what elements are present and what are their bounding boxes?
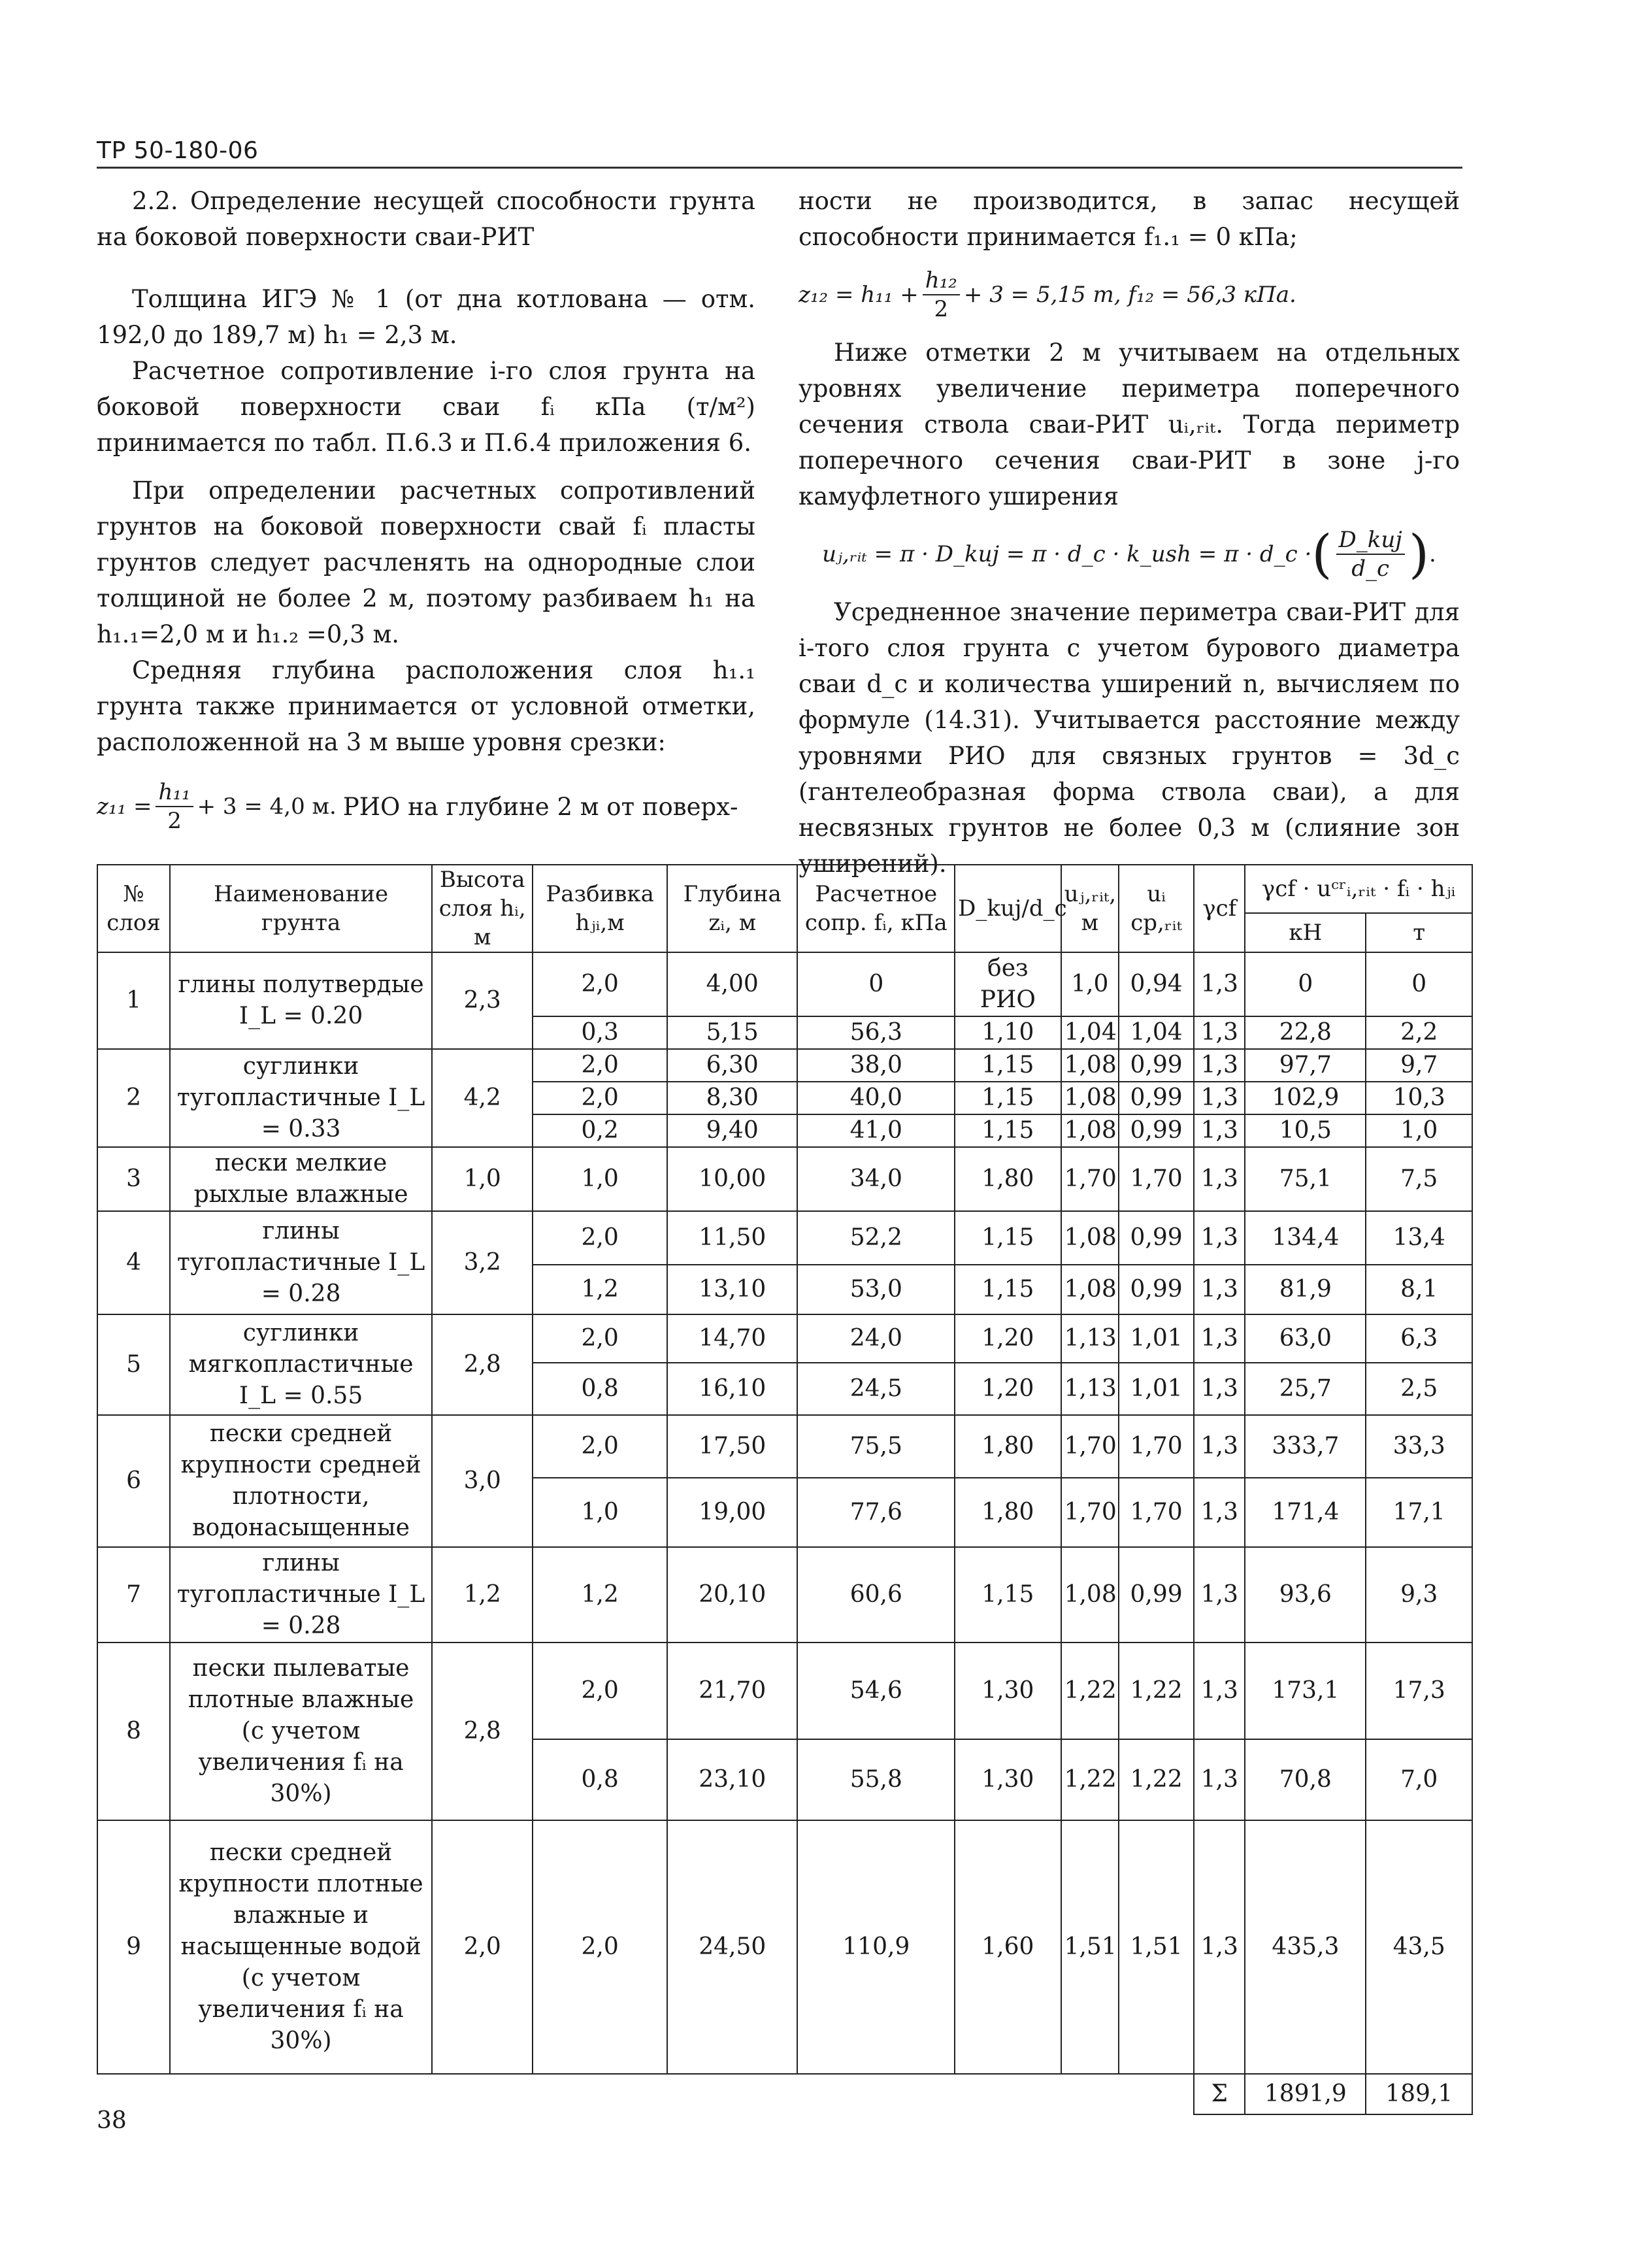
cell-t: 0 — [1366, 952, 1472, 1016]
cell-uj: 1,22 — [1061, 1643, 1119, 1739]
cell-dk-ratio: 1,15 — [955, 1265, 1061, 1314]
cell-split: 2,0 — [533, 1211, 667, 1265]
cell-uj: 1,22 — [1061, 1739, 1119, 1820]
cell-resistance: 53,0 — [797, 1265, 955, 1314]
header-ucp: uᵢ cp,ᵣᵢₜ — [1119, 865, 1194, 952]
cell-kn: 134,4 — [1245, 1211, 1366, 1265]
cell-resistance: 56,3 — [797, 1016, 955, 1049]
paragraph: Толщина ИГЭ № 1 (от дна котлована — отм. 192,0 до 189,7 м) h₁ = 2,3 м. — [97, 285, 755, 349]
cell-depth: 19,00 — [667, 1478, 797, 1547]
sum-spacer — [97, 2074, 1194, 2114]
header-resistance: Расчетное сопр. fᵢ, кПа — [797, 865, 955, 952]
fraction-denominator: 2 — [167, 808, 182, 834]
formula-rhs: + 3 = 4,0 м. — [197, 793, 337, 820]
cell-depth: 13,10 — [667, 1265, 797, 1314]
cell-depth: 20,10 — [667, 1547, 797, 1643]
cell-depth: 14,70 — [667, 1314, 797, 1363]
cell-depth: 4,00 — [667, 952, 797, 1016]
header-product: γcf · uᶜʳᵢ,ᵣᵢₜ · fᵢ · hⱼᵢ — [1245, 865, 1472, 913]
cell-kn: 10,5 — [1245, 1114, 1366, 1147]
cell-kn: 97,7 — [1245, 1049, 1366, 1082]
cell-depth: 11,50 — [667, 1211, 797, 1265]
cell-resistance: 77,6 — [797, 1478, 955, 1547]
cell-split: 2,0 — [533, 1314, 667, 1363]
formula-tail-text: РИО на глубине 2 м от поверх- — [342, 792, 738, 821]
cell-kn: 75,1 — [1245, 1147, 1366, 1211]
cell-soil-name: пески средней крупности плотные влажные и насыщенные водой (с учетом увеличения fᵢ на 30%) — [170, 1820, 432, 2074]
cell-t: 8,1 — [1366, 1265, 1472, 1314]
cell-ucp: 0,99 — [1119, 1114, 1194, 1147]
cell-gamma: 1,3 — [1194, 1547, 1245, 1643]
cell-uj: 1,08 — [1061, 1082, 1119, 1114]
cell-kn: 173,1 — [1245, 1643, 1366, 1739]
formula-rhs: + 3 = 5,15 m, f₁₂ = 56,3 кПа. — [963, 281, 1296, 308]
header-gamma: γcf — [1194, 865, 1245, 952]
cell-depth: 17,50 — [667, 1415, 797, 1478]
cell-t: 43,5 — [1366, 1820, 1472, 2074]
cell-layer-number: 2 — [97, 1049, 170, 1147]
cell-layer-height: 2,3 — [432, 952, 533, 1049]
sum-t: 189,1 — [1366, 2074, 1472, 2114]
cell-t: 9,7 — [1366, 1049, 1472, 1082]
cell-kn: 102,9 — [1245, 1082, 1366, 1114]
cell-gamma: 1,3 — [1194, 1049, 1245, 1082]
left-paren-glyph: ( — [1311, 524, 1332, 584]
cell-dk-ratio: 1,80 — [955, 1478, 1061, 1547]
page-number: 38 — [97, 2107, 127, 2134]
cell-dk-ratio: 1,15 — [955, 1114, 1061, 1147]
cell-kn: 25,7 — [1245, 1363, 1366, 1415]
cell-gamma: 1,3 — [1194, 1739, 1245, 1820]
cell-t: 7,5 — [1366, 1147, 1472, 1211]
cell-uj: 1,51 — [1061, 1820, 1119, 2074]
paragraph: Ниже отметки 2 м учитываем на отдельных уровнях увеличение периметра поперечного сечения ствола сваи-РИТ uᵢ,ᵣᵢₜ. Тогда периметр поперечного сечения сваи-РИТ в зоне j-го камуфлетного уширения — [799, 339, 1460, 510]
cell-dk-ratio: 1,15 — [955, 1211, 1061, 1265]
cell-gamma: 1,3 — [1194, 1147, 1245, 1211]
cell-uj: 1,70 — [1061, 1478, 1119, 1547]
cell-uj: 1,0 — [1061, 952, 1119, 1016]
table-row — [97, 1547, 1472, 1643]
cell-gamma: 1,3 — [1194, 1016, 1245, 1049]
cell-layer-number: 9 — [97, 1820, 170, 2074]
cell-gamma: 1,3 — [1194, 1265, 1245, 1314]
cell-layer-height: 3,0 — [432, 1415, 533, 1547]
cell-t: 2,5 — [1366, 1363, 1472, 1415]
cell-gamma: 1,3 — [1194, 1478, 1245, 1547]
cell-ucp: 1,70 — [1119, 1415, 1194, 1478]
cell-ucp: 0,99 — [1119, 1082, 1194, 1114]
cell-dk-ratio: 1,15 — [955, 1547, 1061, 1643]
cell-resistance: 41,0 — [797, 1114, 955, 1147]
cell-uj: 1,08 — [1061, 1547, 1119, 1643]
cell-gamma: 1,3 — [1194, 1082, 1245, 1114]
table-row — [97, 1211, 1472, 1265]
header-dk-ratio: D_kuj/d_c — [955, 865, 1061, 952]
cell-t: 2,2 — [1366, 1016, 1472, 1049]
cell-uj: 1,08 — [1061, 1211, 1119, 1265]
header-rule — [97, 167, 1462, 169]
cell-ucp: 0,99 — [1119, 1049, 1194, 1082]
cell-dk-ratio: 1,30 — [955, 1643, 1061, 1739]
cell-split: 2,0 — [533, 1643, 667, 1739]
cell-t: 7,0 — [1366, 1739, 1472, 1820]
cell-depth: 24,50 — [667, 1820, 797, 2074]
cell-kn: 81,9 — [1245, 1265, 1366, 1314]
cell-kn: 0 — [1245, 952, 1366, 1016]
cell-ucp: 1,22 — [1119, 1643, 1194, 1739]
cell-layer-height: 2,8 — [432, 1314, 533, 1415]
header-depth: Глубина zᵢ, м — [667, 865, 797, 952]
right-paren-glyph: ) — [1408, 524, 1430, 584]
cell-depth: 23,10 — [667, 1739, 797, 1820]
table-row — [97, 1415, 1472, 1478]
sum-kn: 1891,9 — [1245, 2074, 1366, 2114]
cell-ucp: 1,51 — [1119, 1820, 1194, 2074]
cell-kn: 70,8 — [1245, 1739, 1366, 1820]
cell-kn: 93,6 — [1245, 1547, 1366, 1643]
cell-resistance: 55,8 — [797, 1739, 955, 1820]
table-body — [97, 952, 1472, 2074]
table-row — [97, 1049, 1472, 1082]
sum-symbol: Σ — [1194, 2074, 1245, 2114]
cell-ucp: 1,04 — [1119, 1016, 1194, 1049]
cell-uj: 1,08 — [1061, 1265, 1119, 1314]
header-uj: uⱼ,ᵣᵢₜ, м — [1061, 865, 1119, 952]
cell-dk-ratio: 1,80 — [955, 1415, 1061, 1478]
cell-layer-height: 1,0 — [432, 1147, 533, 1211]
cell-depth: 21,70 — [667, 1643, 797, 1739]
table-row — [97, 1147, 1472, 1211]
cell-resistance: 110,9 — [797, 1820, 955, 2074]
cell-split: 0,8 — [533, 1363, 667, 1415]
cell-depth: 16,10 — [667, 1363, 797, 1415]
formula-z11 — [97, 778, 755, 835]
cell-ucp: 1,22 — [1119, 1739, 1194, 1820]
cell-ucp: 1,70 — [1119, 1478, 1194, 1547]
cell-uj: 1,13 — [1061, 1314, 1119, 1363]
cell-split: 1,2 — [533, 1547, 667, 1643]
header-layer-number: № слоя — [97, 865, 170, 952]
cell-kn: 333,7 — [1245, 1415, 1366, 1478]
cell-depth: 5,15 — [667, 1016, 797, 1049]
cell-t: 33,3 — [1366, 1415, 1472, 1478]
cell-gamma: 1,3 — [1194, 1314, 1245, 1363]
fraction-denominator: d_c — [1351, 556, 1390, 582]
table-row — [97, 952, 1472, 1016]
cell-dk-ratio: 1,80 — [955, 1147, 1061, 1211]
cell-dk-ratio: 1,15 — [955, 1049, 1061, 1082]
cell-gamma: 1,3 — [1194, 952, 1245, 1016]
cell-resistance: 52,2 — [797, 1211, 955, 1265]
formula-perimeter — [799, 526, 1460, 582]
cell-layer-height: 4,2 — [432, 1049, 533, 1147]
section-title: 2.2. Определение несущей способности грунта на боковой поверхности сваи-РИТ — [97, 187, 755, 251]
cell-t: 17,1 — [1366, 1478, 1472, 1547]
cell-split: 0,2 — [533, 1114, 667, 1147]
document-code: ТР 50-180-06 — [97, 137, 259, 164]
table-row — [97, 1314, 1472, 1363]
cell-resistance: 38,0 — [797, 1049, 955, 1082]
cell-gamma: 1,3 — [1194, 1211, 1245, 1265]
cell-layer-number: 6 — [97, 1415, 170, 1547]
table-header-row — [97, 865, 1472, 913]
header-layer-height: Высота слоя hᵢ, м — [432, 865, 533, 952]
cell-t: 1,0 — [1366, 1114, 1472, 1147]
cell-dk-ratio: 1,10 — [955, 1016, 1061, 1049]
cell-layer-number: 1 — [97, 952, 170, 1049]
cell-resistance: 54,6 — [797, 1643, 955, 1739]
cell-ucp: 0,99 — [1119, 1211, 1194, 1265]
cell-uj: 1,08 — [1061, 1114, 1119, 1147]
cell-gamma: 1,3 — [1194, 1114, 1245, 1147]
cell-split: 2,0 — [533, 1415, 667, 1478]
cell-t: 10,3 — [1366, 1082, 1472, 1114]
cell-resistance: 40,0 — [797, 1082, 955, 1114]
cell-ucp: 0,99 — [1119, 1547, 1194, 1643]
cell-split: 2,0 — [533, 1820, 667, 2074]
cell-layer-height: 2,0 — [432, 1820, 533, 2074]
header-unit-t: т — [1366, 913, 1472, 952]
right-column — [799, 183, 1460, 882]
cell-depth: 6,30 — [667, 1049, 797, 1082]
cell-layer-number: 4 — [97, 1211, 170, 1314]
cell-split: 1,0 — [533, 1147, 667, 1211]
cell-resistance: 34,0 — [797, 1147, 955, 1211]
table-row — [97, 1643, 1472, 1739]
cell-resistance: 75,5 — [797, 1415, 955, 1478]
cell-layer-number: 3 — [97, 1147, 170, 1211]
table-row — [97, 1820, 1472, 2074]
cell-gamma: 1,3 — [1194, 1363, 1245, 1415]
cell-dk-ratio: 1,60 — [955, 1820, 1061, 2074]
cell-soil-name: глины тугопластичные I_L = 0.28 — [170, 1547, 432, 1643]
formula-lhs: uⱼ,ᵣᵢₜ = π · D_kuj = π · d_c · k_ush = π · d_c · — [822, 541, 1312, 567]
cell-ucp: 1,01 — [1119, 1314, 1194, 1363]
sum-row — [97, 2074, 1472, 2114]
pile-capacity-table — [97, 864, 1473, 2115]
cell-uj: 1,04 — [1061, 1016, 1119, 1049]
cell-resistance: 24,5 — [797, 1363, 955, 1415]
cell-layer-height: 1,2 — [432, 1547, 533, 1643]
cell-gamma: 1,3 — [1194, 1820, 1245, 2074]
cell-ucp: 1,70 — [1119, 1147, 1194, 1211]
fraction-numerator: D_kuj — [1336, 526, 1405, 555]
formula-z12 — [799, 267, 1460, 323]
cell-split: 2,0 — [533, 952, 667, 1016]
cell-depth: 9,40 — [667, 1114, 797, 1147]
cell-layer-number: 5 — [97, 1314, 170, 1415]
cell-uj: 1,08 — [1061, 1049, 1119, 1082]
cell-split: 2,0 — [533, 1049, 667, 1082]
left-column — [97, 183, 755, 835]
cell-split: 0,3 — [533, 1016, 667, 1049]
cell-ucp: 0,94 — [1119, 952, 1194, 1016]
cell-t: 13,4 — [1366, 1211, 1472, 1265]
formula-tail: . — [1429, 541, 1436, 567]
cell-dk-ratio: 1,15 — [955, 1082, 1061, 1114]
formula-lhs: z₁₂ = h₁₁ + — [799, 281, 919, 308]
cell-kn: 171,4 — [1245, 1478, 1366, 1547]
cell-uj: 1,70 — [1061, 1415, 1119, 1478]
header-split: Разбивка hⱼᵢ,м — [533, 865, 667, 952]
cell-resistance: 60,6 — [797, 1547, 955, 1643]
cell-soil-name: суглинки мягкопластичные I_L = 0.55 — [170, 1314, 432, 1415]
cell-gamma: 1,3 — [1194, 1643, 1245, 1739]
formula-fraction — [156, 778, 193, 835]
header-unit-kn: кН — [1245, 913, 1366, 952]
cell-layer-height: 2,8 — [432, 1643, 533, 1820]
cell-soil-name: пески мелкие рыхлые влажные — [170, 1147, 432, 1211]
cell-gamma: 1,3 — [1194, 1415, 1245, 1478]
cell-split: 1,2 — [533, 1265, 667, 1314]
cell-ucp: 1,01 — [1119, 1363, 1194, 1415]
cell-layer-height: 3,2 — [432, 1211, 533, 1314]
cell-depth: 8,30 — [667, 1082, 797, 1114]
cell-layer-number: 7 — [97, 1547, 170, 1643]
paragraph: ности не производится, в запас несущей способности принимается f₁.₁ = 0 кПа; — [799, 187, 1460, 251]
paragraph: Средняя глубина расположения слоя h₁.₁ грунта также принимается от условной отметки, расположенной на 3 м выше уровня срезки: — [97, 656, 755, 756]
cell-kn: 63,0 — [1245, 1314, 1366, 1363]
cell-depth: 10,00 — [667, 1147, 797, 1211]
cell-layer-number: 8 — [97, 1643, 170, 1820]
cell-resistance: 0 — [797, 952, 955, 1016]
cell-dk-ratio: 1,30 — [955, 1739, 1061, 1820]
cell-t: 6,3 — [1366, 1314, 1472, 1363]
cell-soil-name: суглинки тугопластичные I_L = 0.33 — [170, 1049, 432, 1147]
cell-dk-ratio: без РИО — [955, 952, 1061, 1016]
cell-t: 17,3 — [1366, 1643, 1472, 1739]
header-soil-name: Наименование грунта — [170, 865, 432, 952]
cell-resistance: 24,0 — [797, 1314, 955, 1363]
cell-dk-ratio: 1,20 — [955, 1363, 1061, 1415]
cell-ucp: 0,99 — [1119, 1265, 1194, 1314]
cell-uj: 1,13 — [1061, 1363, 1119, 1415]
fraction-numerator: h₁₂ — [923, 267, 960, 295]
cell-dk-ratio: 1,20 — [955, 1314, 1061, 1363]
fraction-denominator: 2 — [934, 296, 949, 322]
cell-soil-name: глины полутвердые I_L = 0.20 — [170, 952, 432, 1049]
cell-split: 1,0 — [533, 1478, 667, 1547]
cell-kn: 22,8 — [1245, 1016, 1366, 1049]
cell-kn: 435,3 — [1245, 1820, 1366, 2074]
cell-soil-name: пески средней крупности средней плотности, водонасыщенные — [170, 1415, 432, 1547]
paragraph: Усредненное значение периметра сваи-РИТ для i-того слоя грунта с учетом бурового диаметра сваи d_c и количества уширений n, вычисляем по формуле (14.31). Учитывается расстояние между уровнями РИО для связных грунтов = 3d_c (гантелеобразная форма ствола сваи), а для несвязных грунтов не более 0,3 м (слияние зон уширений). — [799, 598, 1460, 878]
paragraph: При определении расчетных сопротивлений грунтов на боковой поверхности свай fᵢ пласты грунтов следует расчленять на однородные слои толщиной не более 2 м, поэтому разбиваем h₁ на h₁.₁=2,0 м и h₁.₂ =0,3 м. — [97, 476, 755, 648]
cell-t: 9,3 — [1366, 1547, 1472, 1643]
formula-fraction — [923, 267, 960, 323]
cell-soil-name: глины тугопластичные I_L = 0.28 — [170, 1211, 432, 1314]
cell-split: 0,8 — [533, 1739, 667, 1820]
formula-lhs: z₁₁ = — [97, 793, 152, 820]
cell-soil-name: пески пылеватые плотные влажные (с учетом увеличения fᵢ на 30%) — [170, 1643, 432, 1820]
cell-split: 2,0 — [533, 1082, 667, 1114]
cell-uj: 1,70 — [1061, 1147, 1119, 1211]
formula-fraction — [1336, 526, 1405, 582]
fraction-numerator: h₁₁ — [156, 778, 193, 807]
paragraph: Расчетное сопротивление i-го слоя грунта на боковой поверхности сваи fᵢ кПа (т/м²) принимается по табл. П.6.3 и П.6.4 приложения 6. — [97, 357, 755, 457]
